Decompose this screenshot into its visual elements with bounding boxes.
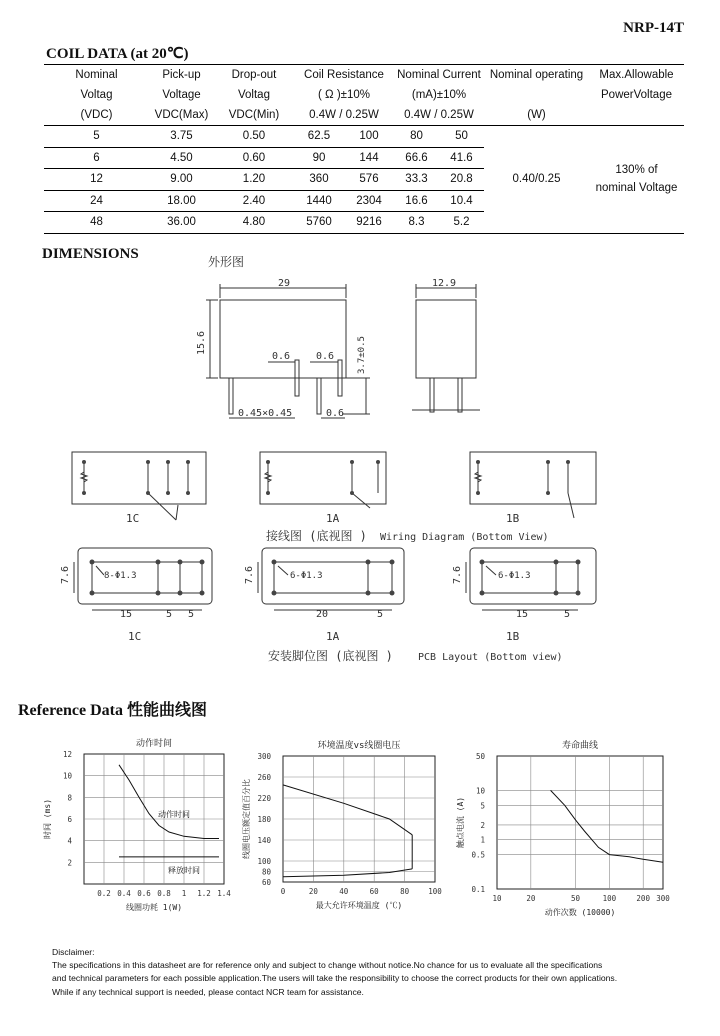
- dimensions-drawing: [0, 240, 720, 670]
- cell: 1440: [294, 190, 344, 212]
- y-tick-label: 1: [480, 835, 485, 845]
- pin-dot: [146, 491, 150, 495]
- x-tick-label: 0.6: [137, 889, 151, 898]
- wiring-label-1a: 1A: [326, 512, 340, 525]
- hole: [480, 591, 485, 596]
- y-tick-label: 2: [67, 858, 72, 868]
- max-allowable-cell: [589, 126, 684, 234]
- x-tick-label: 0.2: [97, 889, 111, 898]
- dimensions-title: DIMENSIONS: [42, 246, 139, 262]
- cell: 10.4: [439, 190, 484, 212]
- cell: 0.60: [214, 147, 294, 169]
- relay-front-body: [220, 300, 346, 378]
- chart-title: 动作时间: [135, 739, 173, 749]
- pin: [317, 378, 321, 414]
- hdr-current-1: Nominal Current: [397, 69, 481, 81]
- hole: [554, 591, 559, 596]
- hdr-current-3: 0.4W / 0.25W: [404, 109, 474, 121]
- pcb-label-1a: 1A: [326, 630, 340, 643]
- disclaimer-title: Disclaimer:: [52, 947, 95, 957]
- dim-29: 29: [278, 278, 291, 289]
- wiring-box-1b: [470, 452, 596, 504]
- pcb-holes-1c: 8-Φ1.3: [104, 571, 137, 581]
- cell: 2304: [344, 190, 394, 212]
- x-axis-label: 最大允许环境温度 (℃): [315, 901, 403, 910]
- hole: [480, 560, 485, 565]
- x-tick-label: 80: [400, 887, 410, 896]
- y-tick-label: 140: [257, 836, 271, 845]
- coil-data-title: COIL DATA (at 20℃): [46, 46, 189, 62]
- outline-label: 外形图: [208, 255, 245, 269]
- reference-title: [18, 697, 207, 720]
- hdr-allowable-2: PowerVoltage: [601, 89, 672, 101]
- y-tick-label: 220: [257, 794, 271, 803]
- chart-title: 寿命曲线: [561, 741, 599, 751]
- series-line-0: [283, 785, 412, 835]
- hole: [178, 591, 183, 596]
- y-axis-label: 触点电流 (A): [456, 796, 465, 849]
- pin-dot: [546, 460, 550, 464]
- hole: [90, 560, 95, 565]
- cell: 5760: [306, 216, 332, 229]
- pcb-box-1c: [78, 548, 212, 604]
- hdr-nominal-2: Voltag: [80, 89, 113, 101]
- dim-0-6-c: 0.6: [326, 408, 345, 419]
- reference-title-cn: 性能曲线图: [126, 702, 207, 719]
- hdr-nominal-1: Nominal: [75, 69, 118, 81]
- wiring-caption-en: Wiring Diagram (Bottom View): [380, 532, 549, 543]
- cell: 48: [90, 216, 103, 229]
- hdr-resistance-1: Coil Resistance: [304, 69, 384, 81]
- pin-dot: [82, 460, 86, 464]
- cell: 12: [44, 169, 149, 191]
- cell: 16.6: [394, 190, 439, 212]
- cell: 24: [44, 190, 149, 212]
- cell: 80: [394, 126, 439, 148]
- pcb-label-1c: 1C: [128, 630, 142, 643]
- hdr-pickup-3: VDC(Max): [154, 109, 209, 121]
- x-tick-label: 300: [656, 894, 670, 903]
- x-tick-label: 0.4: [117, 889, 131, 898]
- y-tick-label: 8: [67, 793, 72, 803]
- x-tick-label: 20: [526, 894, 536, 903]
- cell: 33.3: [394, 169, 439, 191]
- model-number: NRP-14T: [623, 20, 684, 36]
- wiring-label-1b: 1B: [506, 512, 520, 525]
- cell: 9216: [356, 216, 382, 229]
- y-tick-label: 300: [257, 752, 271, 761]
- pcb-w-1b-a: 15: [516, 609, 529, 620]
- hdr-current-2: (mA)±10%: [411, 89, 467, 101]
- pcb-holes-1b: 6-Φ1.3: [498, 571, 531, 581]
- cell: 1.20: [214, 169, 294, 191]
- cell: 62.5: [294, 126, 344, 148]
- cell: 50: [439, 126, 484, 148]
- series-label-release: 释放时间: [168, 866, 200, 876]
- pin: [430, 378, 434, 412]
- series-label-operate: 动作时间: [158, 809, 190, 819]
- x-tick-label: 1: [181, 889, 187, 898]
- pcb-box-1a: [262, 548, 404, 604]
- pin-dot: [186, 491, 190, 495]
- hole: [200, 560, 205, 565]
- y-tick-label: 6: [67, 815, 72, 824]
- pcb-w-1c-c: 5: [188, 609, 195, 620]
- wiring-label-1c: 1C: [126, 512, 140, 525]
- pcb-height-1a: 7.6: [244, 565, 255, 584]
- y-tick-label: 4: [67, 836, 72, 846]
- reference-title-en: Reference Data: [18, 702, 123, 719]
- pcb-w-1b-b: 5: [564, 609, 571, 620]
- y-tick-label: 12: [62, 750, 72, 759]
- cell: 4.50: [149, 147, 214, 169]
- hole: [390, 591, 395, 596]
- pin-dot: [266, 491, 270, 495]
- pcb-caption-cn: 安装脚位图 (底视图 ): [268, 649, 393, 663]
- cell: 36.00: [167, 216, 196, 229]
- y-axis-label: 时间 (ms): [43, 798, 52, 840]
- x-tick-label: 10: [492, 894, 502, 903]
- coil-data-table: [44, 64, 684, 234]
- x-tick-label: 60: [369, 887, 379, 896]
- hole: [390, 560, 395, 565]
- hdr-pickup-1: Pick-up: [162, 69, 201, 81]
- pin-dot: [266, 460, 270, 464]
- disclaimer-line-2: and technical parameters for each possible application.The users will take the responsibility to choose the correct products for their own applications.: [52, 973, 618, 984]
- pin-dot: [82, 491, 86, 495]
- hdr-allowable-3: [589, 105, 684, 126]
- hole: [272, 591, 277, 596]
- disclaimer-line-1: The specifications in this datasheet are for reference only and subject to change without notice.No chance for us to evaluate all the specifications: [52, 960, 603, 971]
- cell: 144: [344, 147, 394, 169]
- y-tick-label: 0.1: [471, 885, 485, 894]
- dim-0-6-b: 0.6: [316, 351, 335, 362]
- hole: [272, 560, 277, 565]
- hole: [156, 560, 161, 565]
- pcb-w-1c-b: 5: [166, 609, 173, 620]
- hdr-nominal-3: (VDC): [80, 109, 113, 121]
- pin-dot: [146, 460, 150, 464]
- x-tick-label: 100: [602, 894, 617, 903]
- cell: 66.6: [394, 147, 439, 169]
- wiring-box-1c: [72, 452, 206, 504]
- wiring-caption-cn: 接线图 (底视图 ): [266, 529, 367, 543]
- pcb-height-1b: 7.6: [452, 565, 463, 584]
- y-tick-label: 50: [475, 752, 485, 761]
- pcb-height-1c: 7.6: [60, 565, 71, 584]
- max-allowable-line-2: nominal Voltage: [595, 182, 678, 195]
- x-tick-label: 40: [339, 887, 349, 896]
- hdr-operating-3: (W): [527, 109, 546, 121]
- pin: [458, 378, 462, 412]
- cell: 360: [294, 169, 344, 191]
- pin-dot: [350, 491, 354, 495]
- cell: 100: [344, 126, 394, 148]
- pcb-w-1c-a: 15: [120, 609, 133, 620]
- cell: 0.50: [214, 126, 294, 148]
- pin-dot: [186, 460, 190, 464]
- hole: [366, 591, 371, 596]
- y-tick-label: 0.5: [471, 850, 485, 860]
- cell: 9.00: [149, 169, 214, 191]
- hdr-dropout-3: VDC(Min): [228, 109, 280, 121]
- hole: [576, 560, 581, 565]
- hole: [366, 560, 371, 565]
- pin: [229, 378, 233, 414]
- dim-0-6-a: 0.6: [272, 351, 291, 362]
- x-tick-label: 100: [428, 887, 442, 896]
- x-axis-label: 动作次数 (10000): [544, 908, 616, 917]
- x-axis-label: 线圈功耗 1(W): [125, 903, 183, 912]
- cell: 18.00: [149, 190, 214, 212]
- x-tick-label: 1.4: [217, 889, 231, 898]
- pin-dot: [166, 491, 170, 495]
- y-axis-label: 线圈电压额定值百分比: [242, 779, 251, 859]
- x-tick-label: 20: [308, 887, 318, 896]
- chart-title: 环境温度vs线圈电压: [317, 741, 401, 751]
- hole: [554, 560, 559, 565]
- hdr-allowable-1: Max.Allowable: [599, 69, 674, 81]
- cell: 3.75: [149, 126, 214, 148]
- dim-3-7: 3.7±0.5: [357, 336, 367, 374]
- pcb-holes-1a: 6-Φ1.3: [290, 571, 323, 581]
- x-tick-label: 200: [636, 894, 650, 903]
- cell: 576: [344, 169, 394, 191]
- pcb-w-1a-b: 5: [377, 609, 384, 620]
- pcb-label-1b: 1B: [506, 630, 520, 643]
- pin-dot: [350, 460, 354, 464]
- pin-dot: [476, 460, 480, 464]
- series-line-0: [551, 790, 663, 862]
- hole: [156, 591, 161, 596]
- reference-charts: [0, 725, 720, 925]
- cell: 6: [44, 147, 149, 169]
- y-tick-label: 180: [257, 815, 271, 824]
- pin-dot: [566, 460, 570, 464]
- y-tick-label: 10: [475, 786, 485, 796]
- x-tick-label: 1.2: [197, 889, 211, 898]
- hole: [178, 560, 183, 565]
- hdr-resistance-3: 0.4W / 0.25W: [309, 109, 379, 121]
- cell: 90: [294, 147, 344, 169]
- y-tick-label: 260: [257, 773, 271, 782]
- pin-dot: [166, 460, 170, 464]
- cell: 20.8: [439, 169, 484, 191]
- x-tick-label: 0: [280, 887, 286, 896]
- pcb-box-1b: [470, 548, 596, 604]
- x-tick-label: 0.8: [157, 889, 171, 898]
- cell: 5.2: [453, 216, 470, 229]
- x-tick-label: 50: [571, 894, 581, 903]
- cell: 4.80: [242, 216, 266, 229]
- dim-12-9: 12.9: [432, 278, 457, 289]
- wiring-box-1a: [260, 452, 386, 504]
- y-tick-label: 100: [257, 857, 271, 866]
- cell: 5: [44, 126, 149, 148]
- hole: [90, 591, 95, 596]
- cell: 41.6: [439, 147, 484, 169]
- pin-dot: [376, 460, 380, 464]
- cell: 2.40: [214, 190, 294, 212]
- hdr-operating-2: [484, 85, 589, 105]
- pin-dot: [546, 491, 550, 495]
- disclaimer-line-3: While if any technical support is needed, please contact NCR team for assistance.: [52, 986, 364, 997]
- chart-frame: [497, 756, 663, 889]
- disclaimer: [52, 946, 617, 999]
- hdr-dropout-2: Voltag: [238, 89, 270, 101]
- y-tick-label: 80: [261, 867, 271, 877]
- y-tick-label: 60: [261, 878, 271, 887]
- hole: [576, 591, 581, 596]
- pin-dot: [476, 491, 480, 495]
- y-tick-label: 10: [62, 771, 72, 781]
- y-tick-label: 5: [480, 801, 485, 811]
- series-line-1: [283, 869, 412, 877]
- pcb-w-1a-a: 20: [316, 609, 329, 620]
- hdr-resistance-2: ( Ω )±10%: [318, 89, 370, 101]
- hdr-pickup-2: Voltage: [162, 89, 201, 101]
- hdr-operating-1: Nominal operating: [489, 69, 584, 81]
- operating-power-cell: 0.40/0.25: [484, 126, 589, 234]
- cell: 8.3: [408, 216, 425, 229]
- relay-side-body: [416, 300, 476, 378]
- y-tick-label: 2: [480, 820, 485, 830]
- hdr-dropout-1: Drop-out: [231, 69, 277, 81]
- pcb-caption-en: PCB Layout (Bottom view): [418, 652, 563, 663]
- dim-0-45: 0.45×0.45: [238, 408, 293, 419]
- dim-15-6: 15.6: [196, 330, 207, 355]
- hole: [200, 591, 205, 596]
- max-allowable-line-1: 130% of: [615, 164, 658, 177]
